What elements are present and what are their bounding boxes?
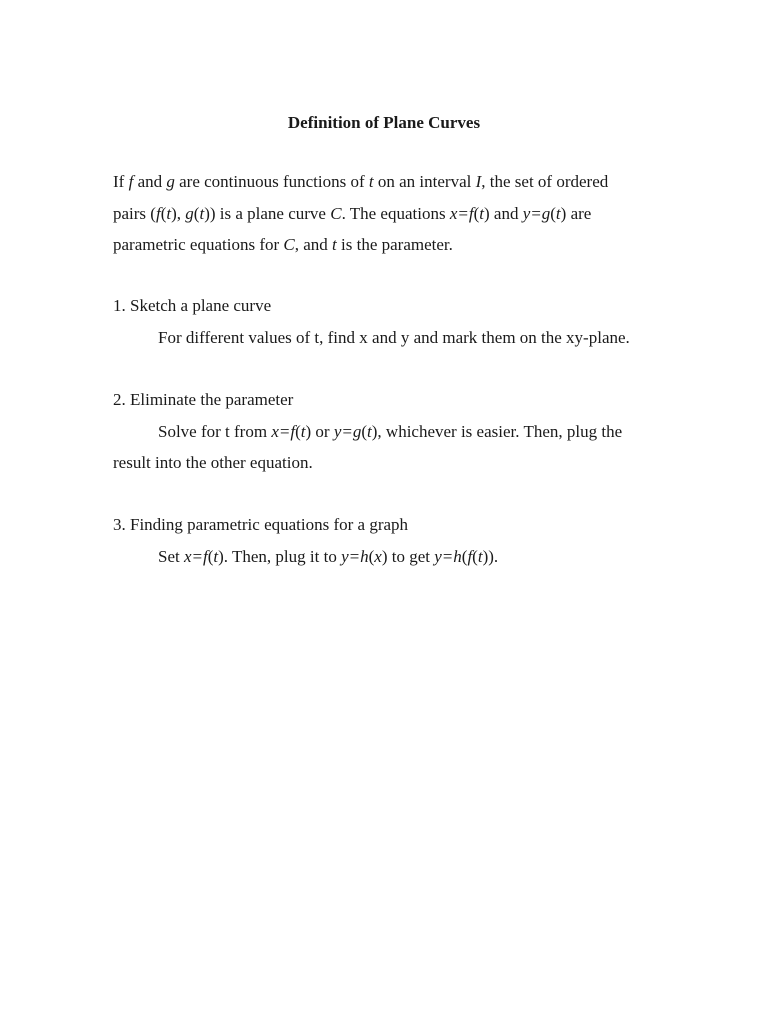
text-run: Solve for t from: [158, 421, 272, 441]
text-run: (: [550, 203, 556, 223]
text-run: are continuous functions of: [174, 172, 369, 191]
text-run: pairs (: [113, 203, 156, 223]
text-run: Set: [158, 546, 184, 566]
section-body-line-1: [113, 416, 673, 448]
text-run: ) are: [560, 203, 592, 223]
var-f: f: [155, 203, 161, 223]
text-run: ),: [171, 203, 186, 223]
section-heading: [113, 384, 673, 416]
text-run: (: [461, 546, 468, 566]
section-sketch-curve: [113, 290, 673, 353]
equation-y: y=g: [522, 203, 551, 223]
text-run: ) and: [484, 203, 523, 223]
var-t: t: [166, 203, 172, 223]
step-title: Sketch a plane curve: [130, 296, 272, 315]
var-interval: I: [475, 172, 482, 191]
step-title: Eliminate the parameter: [130, 390, 294, 409]
section-heading: [113, 290, 673, 322]
section-body: For different values of t, find x and y and mark them on the xy-plane.: [158, 327, 630, 347]
var-curve: C: [330, 203, 342, 223]
text-run: (: [295, 421, 301, 441]
var-t: t: [555, 203, 561, 223]
step-number: 3 .: [113, 515, 130, 534]
definition-line-1: [113, 166, 673, 198]
section-body-line-2: result into the other equation.: [113, 453, 313, 472]
text-run: ). Then, plug it to: [218, 546, 342, 566]
text-run: ) or: [305, 421, 334, 441]
text-run: , the set of ordered: [481, 172, 609, 191]
text-run: If: [113, 172, 129, 191]
text-run: (: [193, 203, 200, 223]
equation-x: x=f: [183, 546, 208, 566]
text-run: )).: [482, 546, 499, 566]
section-heading: [113, 509, 673, 541]
text-run: on an interval: [373, 172, 476, 191]
step-title: Finding parametric equations for a graph: [130, 515, 409, 534]
section-body: [113, 541, 673, 573]
var-x: x: [374, 546, 382, 566]
equation-y: y=g: [333, 421, 362, 441]
step-number: 1 .: [113, 296, 130, 315]
definition-line-2: [113, 198, 673, 230]
text-run: . The equations: [341, 203, 450, 223]
step-number: 2 .: [113, 390, 130, 409]
text-run: (: [361, 421, 368, 441]
definition-paragraph: [113, 166, 673, 261]
var-f: f: [128, 172, 134, 191]
var-curve: C: [283, 235, 295, 254]
var-f: f: [467, 546, 473, 566]
equation-x: x=f: [449, 203, 474, 223]
text-run: , and: [294, 235, 333, 254]
section-eliminate-parameter: [113, 384, 673, 479]
equation-y: y=h: [434, 546, 462, 566]
text-run: and: [133, 172, 167, 191]
text-run: (: [160, 203, 167, 223]
text-run: (: [472, 546, 478, 566]
page-title: Definition of Plane Curves: [287, 113, 481, 132]
var-t: t: [477, 546, 483, 566]
equation-y: y=h: [341, 546, 369, 566]
text-run: (: [473, 203, 480, 223]
text-run: ), whichever is easier. Then, plug the: [371, 421, 623, 441]
var-t: t: [300, 421, 306, 441]
var-t: t: [367, 421, 372, 441]
var-t: t: [199, 203, 205, 223]
var-g: g: [166, 172, 175, 191]
var-t: t: [213, 546, 219, 566]
text-run: )) is a plane curve: [204, 203, 331, 223]
definition-line-3: [113, 229, 673, 261]
equation-x: x=f: [271, 421, 296, 441]
var-t: t: [479, 203, 484, 223]
section-find-parametric-equations: [113, 509, 673, 572]
var-g: g: [185, 203, 194, 223]
text-run: parametric equations for: [113, 235, 284, 254]
text-run: (: [368, 546, 375, 566]
text-run: is the parameter.: [336, 235, 453, 254]
var-t: t: [368, 172, 374, 191]
text-run: (: [207, 546, 214, 566]
var-t: t: [332, 235, 337, 254]
text-run: ) to get: [381, 546, 435, 566]
